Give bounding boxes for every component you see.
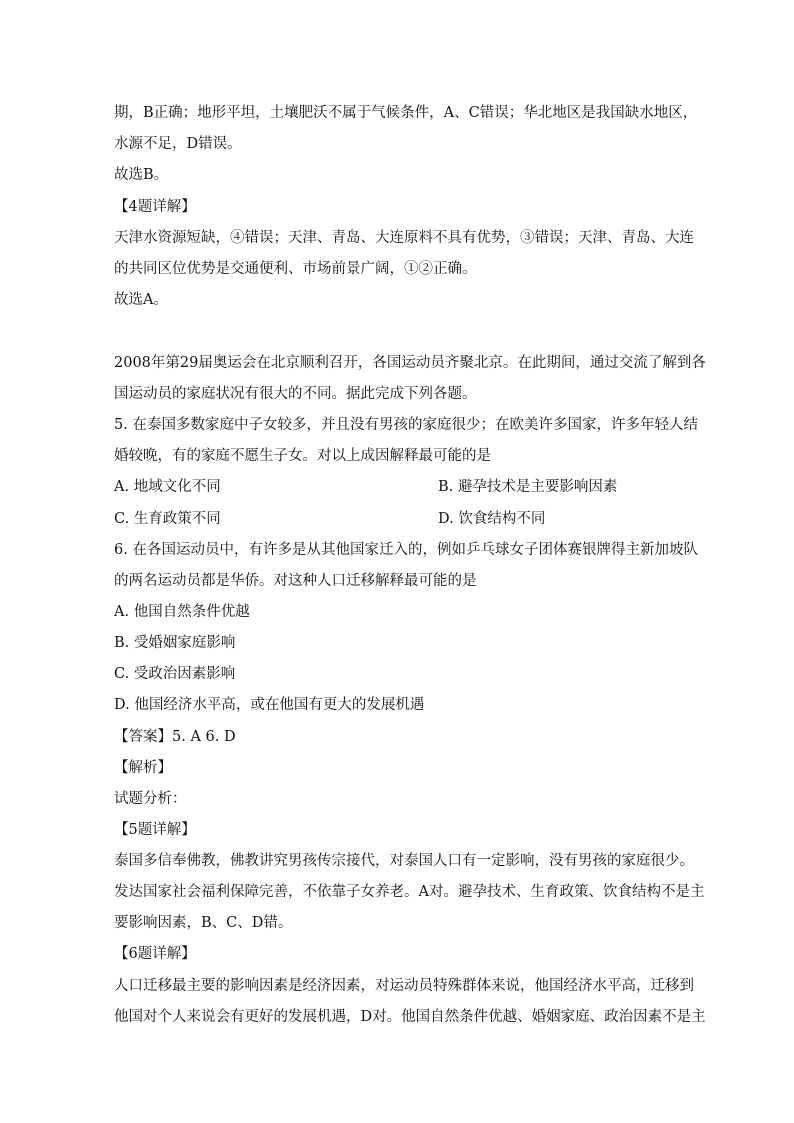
- section-heading: 【6题详解】: [114, 946, 196, 962]
- answer-line: 【答案】5. A 6. D: [114, 729, 236, 745]
- text-line: 婚较晚，有的家庭不愿生子女。对以上成因解释最可能的是: [114, 448, 491, 464]
- option-c: C. 生育政策不同: [114, 511, 221, 527]
- section-heading: 【解析】: [114, 760, 172, 776]
- option-c: C. 受政治因素影响: [114, 666, 236, 682]
- text-line: 的共同区位优势是交通便利、市场前景广阔，①②正确。: [114, 261, 477, 277]
- option-b: B. 受婚姻家庭影响: [114, 635, 236, 651]
- option-d: D. 他国经济水平高，或在他国有更大的发展机遇: [114, 697, 425, 713]
- text-line: 故选A。: [114, 292, 168, 308]
- option-b: B. 避孕技术是主要影响因素: [438, 479, 618, 495]
- text-line: 故选B。: [114, 167, 169, 183]
- text-line: 水源不足，D错误。: [114, 136, 242, 152]
- text-line: 2008年第29届奥运会在北京顺利召开，各国运动员齐聚北京。在此期间，通过交流了解到各: [114, 355, 706, 371]
- option-a: A. 地域文化不同: [114, 479, 221, 495]
- text-line: 要影响因素，B、C、D错。: [114, 915, 293, 931]
- text-line: 的两名运动员都是华侨。对这种人口迁移解释最可能的是: [114, 573, 477, 589]
- text-line: 国运动员的家庭状况有很大的不同。据此完成下列各题。: [114, 386, 477, 402]
- section-heading: 【4题详解】: [114, 199, 196, 215]
- text-line: 期，B正确；地形平坦，土壤肥沃不属于气候条件，A、C错误；华北地区是我国缺水地区，: [114, 105, 698, 121]
- text-line: 人口迁移最主要的影响因素是经济因素，对运动员特殊群体来说，他国经济水平高，迁移到: [114, 978, 694, 994]
- text-line: 他国对个人来说会有更好的发展机遇，D对。他国自然条件优越、婚姻家庭、政治因素不是主: [114, 1009, 706, 1025]
- text-line: 泰国多信奉佛教，佛教讲究男孩传宗接代，对泰国人口有一定影响，没有男孩的家庭很少。: [114, 853, 694, 869]
- text-line: 试题分析：: [114, 791, 187, 807]
- question-6: 6. 在各国运动员中，有许多是从其他国家迁入的，例如乒乓球女子团体赛银牌得主新加坡队: [114, 542, 698, 558]
- option-d: D. 饮食结构不同: [438, 511, 546, 527]
- text-line: 天津水资源短缺，④错误；天津、青岛、大连原料不具有优势，③错误；天津、青岛、大连: [114, 230, 694, 246]
- text-line: 发达国家社会福利保障完善，不依靠子女养老。A对。避孕技术、生育政策、饮食结构不是主: [114, 884, 705, 900]
- section-heading: 【5题详解】: [114, 822, 196, 838]
- question-5: 5. 在泰国多数家庭中子女较多，并且没有男孩的家庭很少；在欧美许多国家，许多年轻人结: [114, 417, 698, 433]
- option-a: A. 他国自然条件优越: [114, 604, 250, 620]
